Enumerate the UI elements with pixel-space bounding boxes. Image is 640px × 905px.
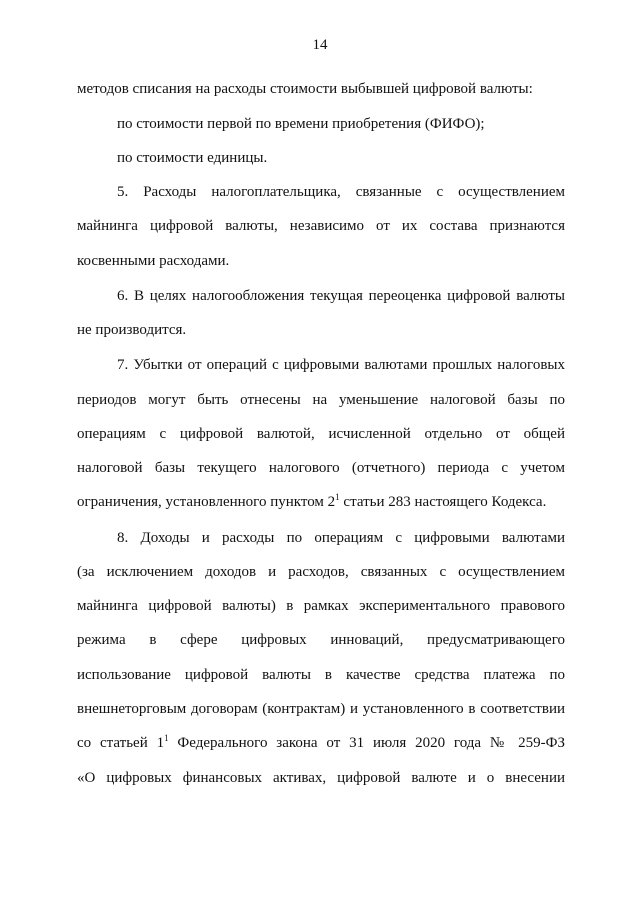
text-line: периодов могут быть отнесены на уменьшение налоговой базы по (77, 392, 565, 408)
text-line: 5. Расходы налогоплательщика, связанные с осуществлением (117, 184, 565, 200)
text-line: 6. В целях налогообложения текущая переоценка цифровой валюты (117, 288, 565, 304)
text-line: косвенными расходами. (77, 253, 230, 269)
text-line: операциям с цифровой валютой, исчисленной отдельно от общей (77, 426, 565, 442)
text-line: майнинга цифровой валюты) в рамках экспериментального правового (77, 598, 565, 614)
text-line: методов списания на расходы стоимости выбывшей цифровой валюты: (77, 81, 533, 97)
page-number: 14 (312, 37, 328, 53)
text-line: использование цифровой валюты в качестве средства платежа по (77, 667, 565, 683)
text-line: по стоимости первой по времени приобретения (ФИФО); (117, 116, 485, 132)
text-line: не производится. (77, 322, 187, 338)
text-line: по стоимости единицы. (117, 150, 268, 166)
text-line: 7. Убытки от операций с цифровыми валютами прошлых налоговых (117, 357, 565, 373)
text-line: внешнеторговым договорам (контрактам) и установленного в соответствии (77, 701, 565, 717)
text-line (77, 492, 565, 512)
text-line: 8. Доходы и расходы по операциям с цифровыми валютами (117, 530, 565, 546)
text-line: «О цифровых финансовых активах, цифровой валюте и о внесении (77, 770, 565, 786)
text-segment: статьи 283 настоящего Кодекса. (339, 494, 547, 510)
text-line: (за исключением доходов и расходов, связанных с осуществлением (77, 564, 565, 580)
text-segment: ограничения, установленного пунктом 2 (77, 494, 336, 510)
text-line: майнинга цифровой валюты, независимо от их состава признаются (77, 218, 565, 234)
superscript: 1 (164, 733, 169, 743)
text-line: режима в сфере цифровых инноваций, предусматривающего (77, 632, 565, 648)
text-segment: Федерального закона от 31 июля 2020 года № 259-ФЗ (168, 735, 565, 751)
text-line: налоговой базы текущего налогового (отчетного) периода с учетом (77, 460, 565, 476)
superscript: 1 (335, 492, 340, 502)
text-segment: со статьей 1 (77, 735, 165, 751)
text-line (77, 733, 565, 753)
